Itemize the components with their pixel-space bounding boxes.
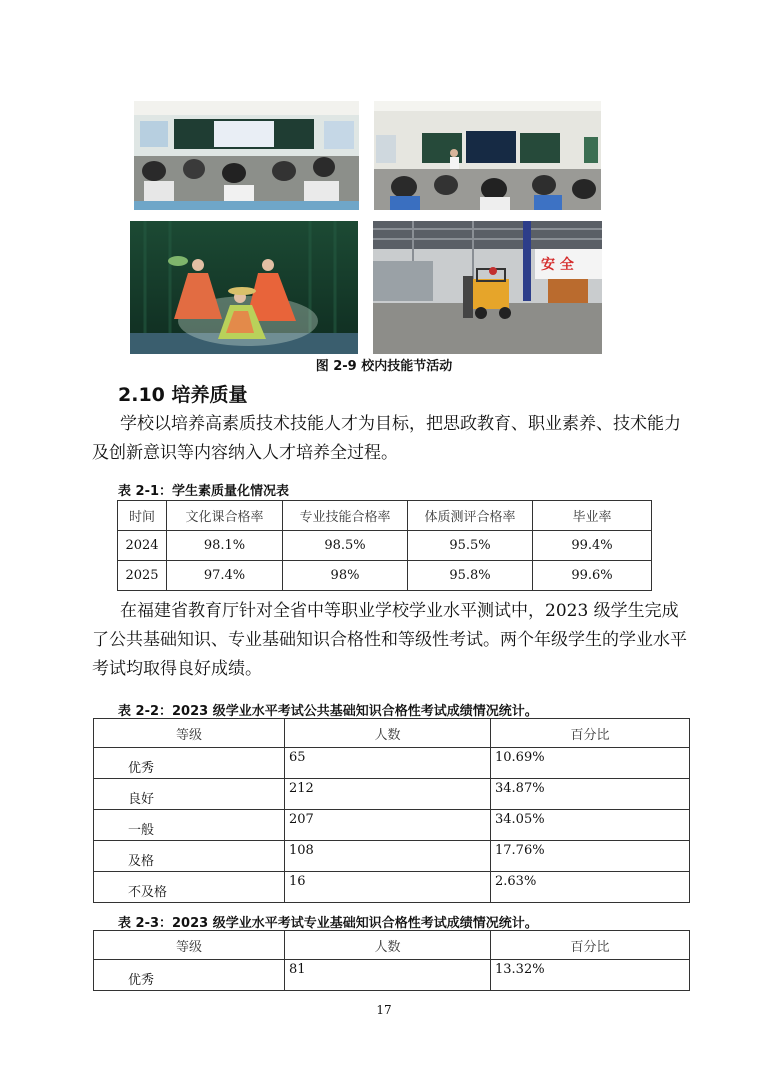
table-row bbox=[94, 779, 690, 810]
header-cell: 人数 bbox=[285, 719, 491, 748]
table-cell: 99.6% bbox=[533, 561, 652, 591]
table-row bbox=[94, 810, 690, 841]
quality-table bbox=[117, 500, 652, 591]
table-cell: 17.76% bbox=[491, 841, 690, 872]
page-number: 17 bbox=[376, 1003, 392, 1017]
table-cell: 优秀 bbox=[94, 748, 285, 779]
table-cell: 13.32% bbox=[491, 960, 690, 991]
table-cell: 207 bbox=[285, 810, 491, 841]
table-cell: 34.05% bbox=[491, 810, 690, 841]
table1-caption: 表 2-1：学生素质量化情况表 bbox=[118, 484, 290, 499]
header-cell: 人数 bbox=[285, 931, 491, 960]
forklift-photo bbox=[373, 221, 602, 354]
table-cell: 65 bbox=[285, 748, 491, 779]
header-cell: 百分比 bbox=[491, 719, 690, 748]
dance-photo bbox=[130, 221, 358, 354]
table-cell: 97.4% bbox=[167, 561, 283, 591]
header-cell: 毕业率 bbox=[533, 501, 652, 531]
table-cell: 10.69% bbox=[491, 748, 690, 779]
public-basic-table bbox=[93, 718, 690, 903]
table-cell: 98.5% bbox=[283, 531, 408, 561]
table-cell: 2025 bbox=[118, 561, 167, 591]
header-cell: 体质测评合格率 bbox=[408, 501, 533, 531]
table-cell: 良好 bbox=[94, 779, 285, 810]
professional-basic-table bbox=[93, 930, 690, 991]
table-cell: 一般 bbox=[94, 810, 285, 841]
table-cell: 95.8% bbox=[408, 561, 533, 591]
warehouse-sign: 安 全 bbox=[541, 257, 574, 273]
table-cell: 2.63% bbox=[491, 872, 690, 903]
figure-caption: 图 2-9 校内技能节活动 bbox=[315, 359, 453, 374]
header-cell: 等级 bbox=[94, 931, 285, 960]
table2-caption: 表 2-2：2023 级学业水平考试公共基础知识合格性考试成绩情况统计。 bbox=[118, 704, 538, 719]
table-cell: 不及格 bbox=[94, 872, 285, 903]
table-header-row bbox=[118, 501, 652, 531]
table-header-row bbox=[94, 931, 690, 960]
table-row bbox=[94, 872, 690, 903]
intro-paragraph: 学校以培养高素质技术技能人才为目标，把思政教育、职业素养、技术能力及创新意识等内容纳入人才培养全过程。 bbox=[92, 414, 681, 463]
table-cell: 及格 bbox=[94, 841, 285, 872]
classroom-photo bbox=[134, 101, 359, 210]
table-cell: 81 bbox=[285, 960, 491, 991]
header-cell: 文化课合格率 bbox=[167, 501, 283, 531]
table-cell: 95.5% bbox=[408, 531, 533, 561]
table-row bbox=[94, 841, 690, 872]
table-header-row bbox=[94, 719, 690, 748]
exam-paragraph: 在福建省教育厅针对全省中等职业学校学业水平测试中，2023 级学生完成了公共基础知识、专业基础知识合格性和等级性考试。两个年级学生的学业水平考试均取得良好成绩。 bbox=[92, 601, 687, 679]
header-cell: 时间 bbox=[118, 501, 167, 531]
table3-caption: 表 2-3：2023 级学业水平考试专业基础知识合格性考试成绩情况统计。 bbox=[118, 916, 538, 931]
table-row bbox=[94, 960, 690, 991]
lecture-photo bbox=[374, 101, 601, 210]
table-row bbox=[118, 561, 652, 591]
table-cell: 99.4% bbox=[533, 531, 652, 561]
section-heading: 2.10 培养质量 bbox=[118, 384, 248, 406]
header-cell: 百分比 bbox=[491, 931, 690, 960]
table-row bbox=[118, 531, 652, 561]
table-cell: 98% bbox=[283, 561, 408, 591]
table-row bbox=[94, 748, 690, 779]
table-cell: 优秀 bbox=[94, 960, 285, 991]
table-cell: 2024 bbox=[118, 531, 167, 561]
table-cell: 108 bbox=[285, 841, 491, 872]
table-cell: 98.1% bbox=[167, 531, 283, 561]
header-cell: 等级 bbox=[94, 719, 285, 748]
table-cell: 16 bbox=[285, 872, 491, 903]
header-cell: 专业技能合格率 bbox=[283, 501, 408, 531]
table-cell: 212 bbox=[285, 779, 491, 810]
table-cell: 34.87% bbox=[491, 779, 690, 810]
